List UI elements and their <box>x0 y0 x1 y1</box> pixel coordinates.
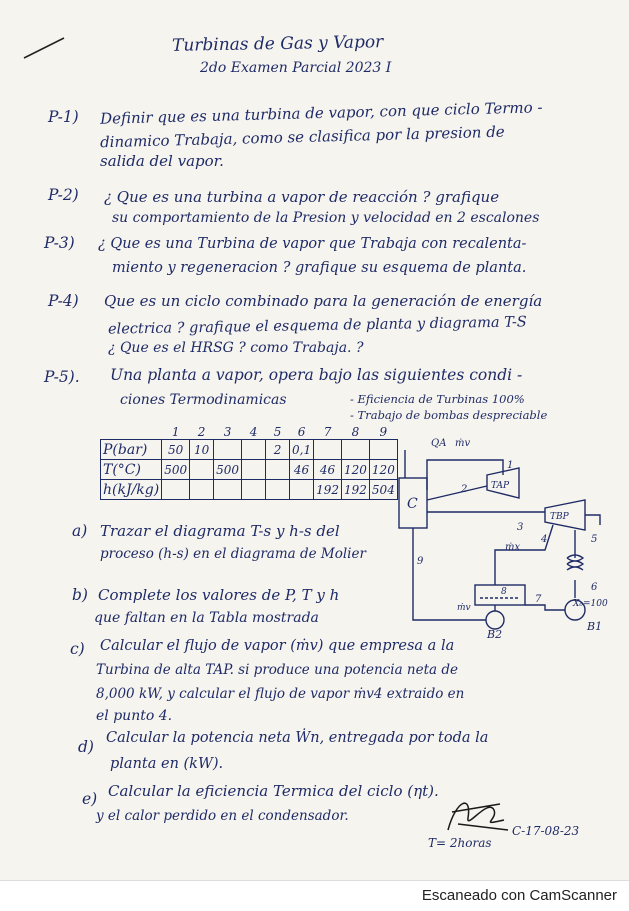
problem-4-line-1: Que es un ciclo combinado para la generación de energía <box>104 292 543 310</box>
question-c-line-1: Calcular el flujo de vapor (ṁv) que empresa a la <box>100 638 455 654</box>
state-9-label: 9 <box>417 556 424 567</box>
question-e-line-2: y el calor perdido en el condensador. <box>96 808 349 824</box>
problem-4-line-3: ¿ Que es el HRSG ? como Trabaja. ? <box>108 340 364 356</box>
table-cell <box>214 440 242 460</box>
properties-table <box>100 425 398 500</box>
pipe-reheat-return <box>427 486 487 500</box>
table-cell <box>214 480 242 500</box>
exam-title: Turbinas de Gas y Vapor <box>171 32 384 56</box>
table-header-cell: 6 <box>290 425 314 440</box>
problem-5-label: P-5). <box>44 368 80 386</box>
table-cell <box>314 440 342 460</box>
table-cell: 500 <box>214 460 242 480</box>
problem-4-line-2: electrica ? grafique el esquema de planta y diagrama T-S <box>107 314 527 338</box>
quality-label: X₆=100 <box>573 599 608 609</box>
table-cell <box>190 460 214 480</box>
pump-b2-label: B2 <box>487 628 503 640</box>
shaft-line <box>585 515 600 525</box>
problem-2-line-2: su comportamiento de la Presion y velocidad en 2 escalones <box>112 210 540 226</box>
table-cell <box>266 480 290 500</box>
problem-3-line-1: ¿ Que es una Turbina de vapor que Trabaja con recalenta- <box>98 236 527 252</box>
table-cell: 192 <box>314 480 342 500</box>
state-4-label: 4 <box>541 534 548 545</box>
problem-3-label: P-3) <box>44 234 75 252</box>
plant-schematic <box>395 430 615 640</box>
table-cell: 46 <box>314 460 342 480</box>
question-b-label: b) <box>72 586 88 604</box>
flow-fwh-label: ṁv <box>457 603 471 613</box>
table-header-cell: 3 <box>214 425 242 440</box>
table-cell <box>242 440 266 460</box>
table-header-cell: 7 <box>314 425 342 440</box>
problem-5-line-2: ciones Termodinamicas <box>120 392 287 408</box>
table-cell <box>342 440 370 460</box>
row-label-temperature: T(°C) <box>101 460 162 480</box>
table-cell <box>190 480 214 500</box>
question-a-label: a) <box>72 522 88 540</box>
question-b-line-1: Complete los valores de P, T y h <box>98 586 340 604</box>
question-c-label: c) <box>70 640 85 658</box>
pump-b2-shape <box>486 611 504 629</box>
scanner-watermark: Escaneado con CamScanner <box>421 887 617 904</box>
exam-date: C-17-08-23 <box>512 824 580 838</box>
table-cell <box>266 460 290 480</box>
table-cell: 504 <box>369 480 397 500</box>
table-row-pressure <box>101 440 398 460</box>
problem-1-line-1: Definir que es una turbina de vapor, con que ciclo Termo - <box>99 98 543 128</box>
lp-turbine-label: TBP <box>550 512 569 522</box>
pipe-b1-to-fwh <box>525 605 565 610</box>
state-6-label: 6 <box>591 582 598 593</box>
state-3-label: 3 <box>517 522 524 533</box>
problem-2-line-1: ¿ Que es una turbina a vapor de reacción ? grafique <box>104 188 500 206</box>
feedwater-heater-box <box>475 585 525 605</box>
table-header-row <box>101 425 398 440</box>
question-c-line-2: Turbina de alta TAP. si produce una potencia neta de <box>96 662 458 678</box>
table-header-cell: 1 <box>162 425 190 440</box>
table-cell <box>162 480 190 500</box>
state-2-label: 2 <box>461 484 468 495</box>
question-d-line-2: planta en (kW). <box>110 756 224 772</box>
problem-1-label: P-1) <box>48 108 79 126</box>
table-header-cell: 8 <box>342 425 370 440</box>
table-header-cell: 5 <box>266 425 290 440</box>
problem-2-label: P-2) <box>48 186 79 204</box>
question-e-label: e) <box>82 790 98 808</box>
table-header-cell: 4 <box>242 425 266 440</box>
question-d-label: d) <box>78 738 94 756</box>
state-5-label: 5 <box>591 534 598 545</box>
state-7-label: 7 <box>535 594 542 605</box>
question-d-line-1: Calcular la potencia neta Ẇn, entregada por toda la <box>106 730 489 746</box>
heat-input-label: QA <box>431 438 447 449</box>
problem-1-line-2: dinamico Trabaja, como se clasifica por la presion de <box>99 122 505 152</box>
flow-in-label: ṁv <box>455 438 471 449</box>
exam-subtitle: 2do Examen Parcial 2023 I <box>200 60 392 76</box>
problem-1-line-3: salida del vapor. <box>100 152 224 170</box>
question-a-line-1: Trazar el diagrama T-s y h-s del <box>100 522 340 540</box>
stray-pen-mark <box>20 32 70 62</box>
boiler-label: C <box>407 496 418 512</box>
row-label-pressure: P(bar) <box>101 440 162 460</box>
table-cell <box>242 480 266 500</box>
signature <box>438 790 518 840</box>
state-8-label: 8 <box>501 587 507 597</box>
row-label-enthalpy: h(kJ/kg) <box>101 480 162 500</box>
pipe-b2-to-boiler <box>413 528 486 620</box>
condition-efficiency: - Eficiencia de Turbinas 100% <box>350 392 525 406</box>
table-cell: 120 <box>342 460 370 480</box>
table-cell: 120 <box>369 460 397 480</box>
problem-5-line-1: Una planta a vapor, opera bajo las siguientes condi - <box>110 366 523 384</box>
exam-duration: T= 2horas <box>428 836 492 850</box>
flow-extract-label: ṁx <box>505 542 521 553</box>
pump-b1-label: B1 <box>587 620 603 633</box>
table-header-cell: 2 <box>190 425 214 440</box>
table-cell: 500 <box>162 460 190 480</box>
question-b-line-2: que faltan en la Tabla mostrada <box>94 610 319 626</box>
table-cell: 2 <box>266 440 290 460</box>
table-cell: 46 <box>290 460 314 480</box>
problem-3-line-2: miento y regeneracion ? grafique su esquema de planta. <box>112 260 527 276</box>
problem-4-label: P-4) <box>48 292 79 310</box>
state-1-label: 1 <box>507 460 514 471</box>
question-a-line-2: proceso (h-s) en el diagrama de Molier <box>100 546 366 562</box>
table-cell: 10 <box>190 440 214 460</box>
table-row-enthalpy <box>101 480 398 500</box>
table-cell: 192 <box>342 480 370 500</box>
table-cell <box>290 480 314 500</box>
table-header-cell: 9 <box>369 425 397 440</box>
scanner-footer <box>0 880 629 911</box>
condition-pumps: - Trabajo de bombas despreciable <box>350 408 548 422</box>
question-e-line-1: Calcular la eficiencia Termica del ciclo (ηt). <box>108 782 439 800</box>
table-cell <box>242 460 266 480</box>
hp-turbine-label: TAP <box>491 481 510 491</box>
table-cell: 50 <box>162 440 190 460</box>
table-cell <box>369 440 397 460</box>
table-row-temperature <box>101 460 398 480</box>
table-cell: 0,1 <box>290 440 314 460</box>
question-c-line-3: 8,000 kW, y calcular el flujo de vapor ṁv4 extraido en <box>96 686 465 702</box>
question-c-line-4: el punto 4. <box>96 708 173 724</box>
